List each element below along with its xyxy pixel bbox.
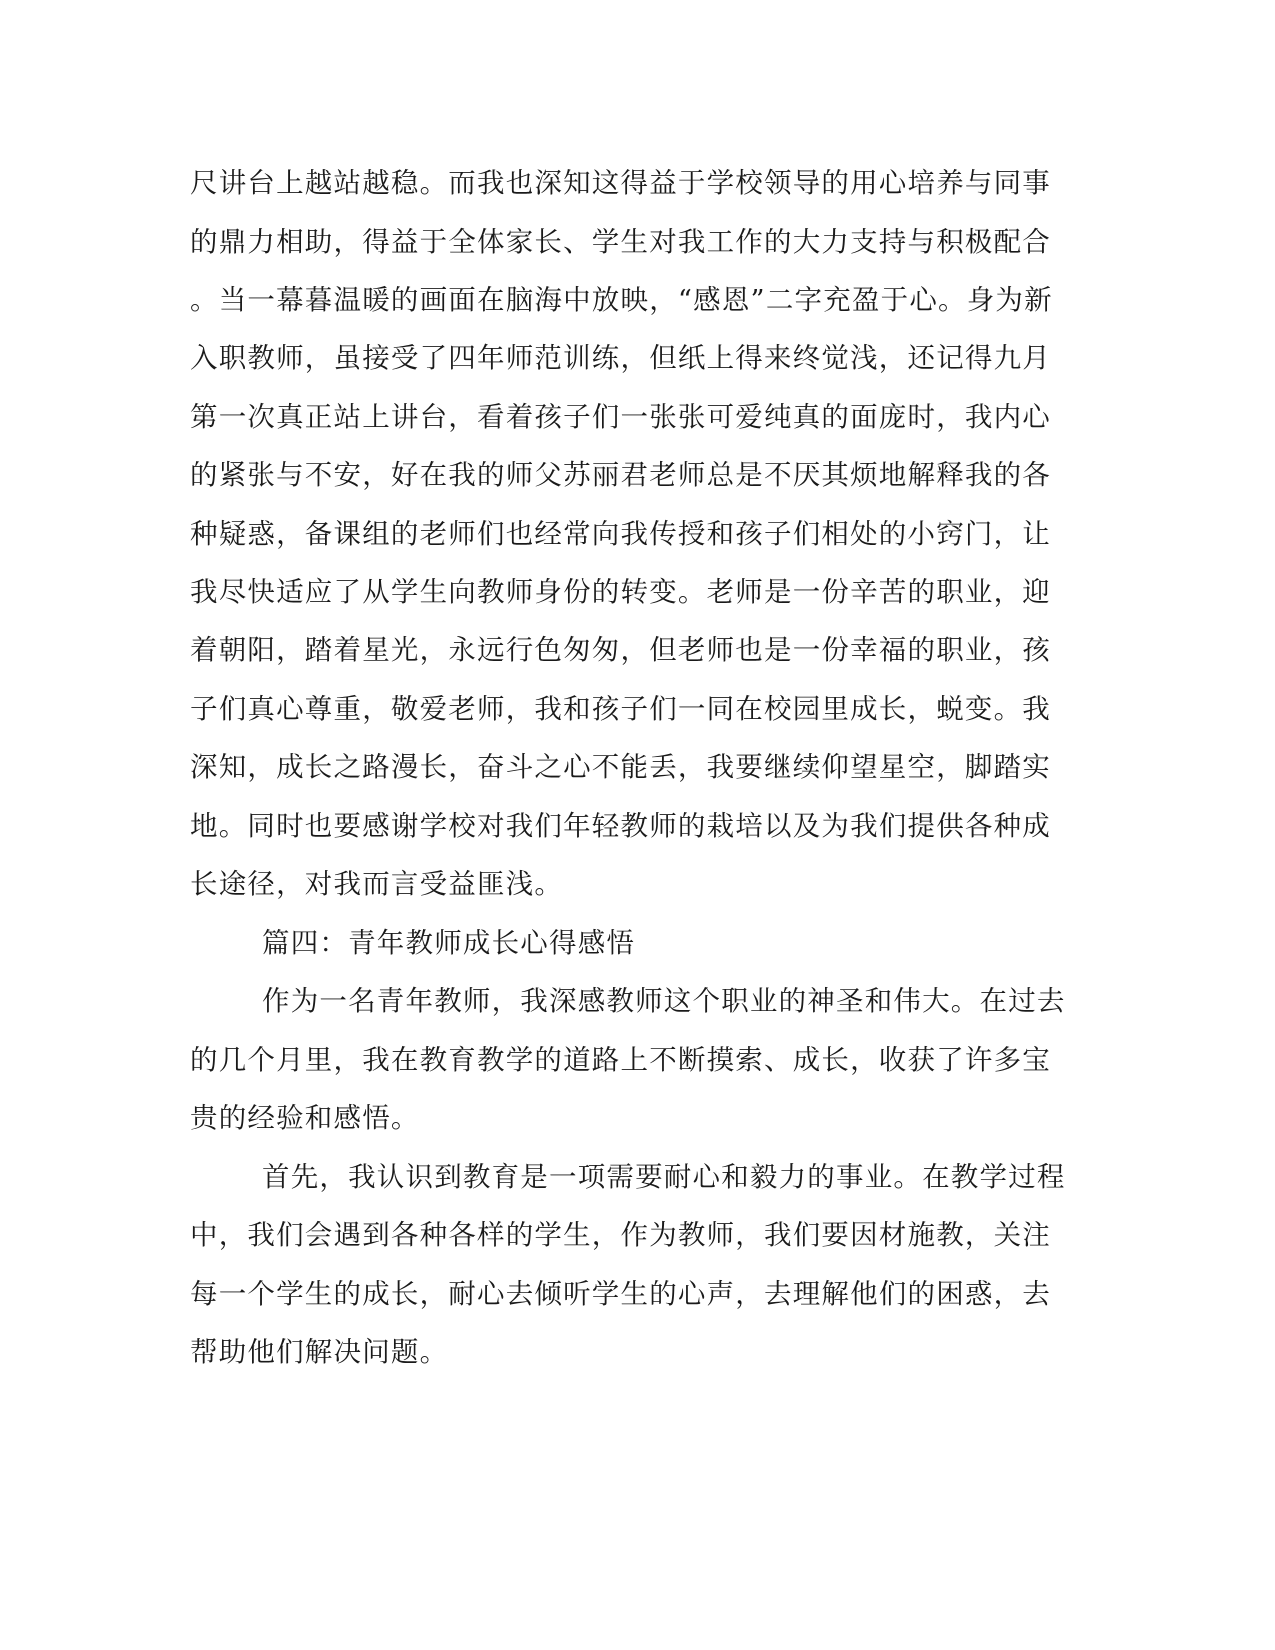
section-heading: 篇四：青年教师成长心得感悟	[262, 927, 636, 959]
paragraph-line: 第一次真正站上讲台，看着孩子们一张张可爱纯真的面庞时，我内心	[190, 401, 1051, 433]
paragraph-line: 首先，我认识到教育是一项需要耐心和毅力的事业。在教学过程	[262, 1161, 1066, 1193]
paragraph-line: 。当一幕暮温暖的画面在脑海中放映，“感恩”二字充盈于心。身为新	[190, 284, 1053, 316]
paragraph-line: 的几个月里，我在教育教学的道路上不断摸索、成长，收获了许多宝	[190, 1044, 1051, 1076]
paragraph-line: 深知，成长之路漫长，奋斗之心不能丢，我要继续仰望星空，脚踏实	[190, 751, 1051, 783]
paragraph-line: 的紧张与不安，好在我的师父苏丽君老师总是不厌其烦地解释我的各	[190, 459, 1051, 491]
paragraph-line: 贵的经验和感悟。	[190, 1102, 420, 1134]
paragraph-line: 地。同时也要感谢学校对我们年轻教师的栽培以及为我们提供各种成	[190, 810, 1051, 842]
paragraph-line: 帮助他们解决问题。	[190, 1336, 449, 1368]
paragraph-line: 着朝阳，踏着星光，永远行色匆匆，但老师也是一份幸福的职业，孩	[190, 634, 1051, 666]
paragraph-line: 种疑惑，备课组的老师们也经常向我传授和孩子们相处的小窍门，让	[190, 518, 1051, 550]
paragraph-line: 每一个学生的成长，耐心去倾听学生的心声，去理解他们的困惑，去	[190, 1278, 1051, 1310]
paragraph-line: 尺讲台上越站越稳。而我也深知这得益于学校领导的用心培养与同事	[190, 167, 1051, 199]
paragraph-line: 的鼎力相助，得益于全体家长、学生对我工作的大力支持与积极配合	[190, 226, 1051, 258]
paragraph-line: 长途径，对我而言受益匪浅。	[190, 868, 564, 900]
paragraph-line: 子们真心尊重，敬爱老师，我和孩子们一同在校园里成长，蜕变。我	[190, 693, 1051, 725]
paragraph-line: 中，我们会遇到各种各样的学生，作为教师，我们要因材施教，关注	[190, 1219, 1051, 1251]
paragraph-line: 入职教师，虽接受了四年师范训练，但纸上得来终觉浅，还记得九月	[190, 342, 1051, 374]
paragraph-line: 作为一名青年教师，我深感教师这个职业的神圣和伟大。在过去	[262, 985, 1066, 1017]
paragraph-line: 我尽快适应了从学生向教师身份的转变。老师是一份辛苦的职业，迎	[190, 576, 1051, 608]
